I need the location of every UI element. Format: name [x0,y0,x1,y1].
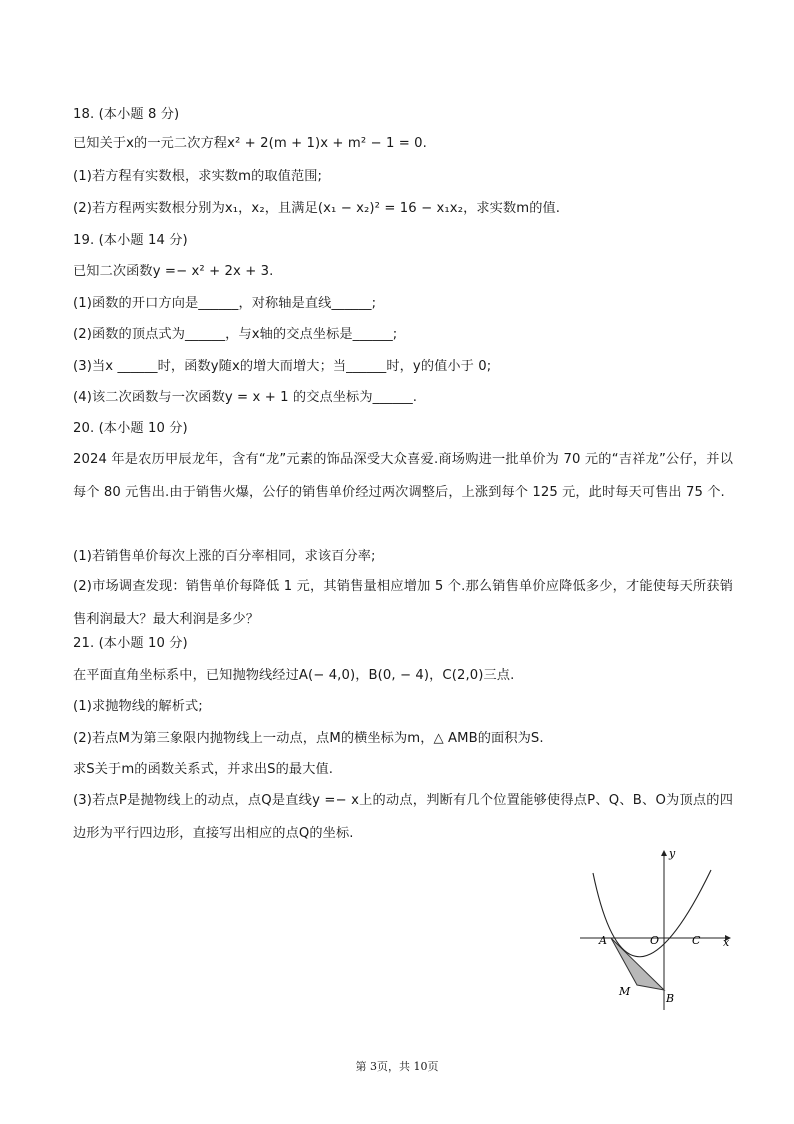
label-o: O [650,934,660,947]
q21-part2a: (2)若点M为第三象限内抛物线上一动点，点M的横坐标为m，△ AMB的面积为S. [73,731,544,746]
q21-stem: 在平面直角坐标系中，已知抛物线经过A(− 4,0)，B(0, − 4)，C(2,0)三点. [73,668,515,683]
q19-part1: (1)函数的开口方向是______，对称轴是直线______; [73,296,377,311]
page-footer: 第 3页，共 10页 [355,1060,439,1073]
q19-stem: 已知二次函数y =− x² + 2x + 3. [73,264,274,279]
label-y: y [669,847,676,860]
q18-part2: (2)若方程两实数根分别为x₁，x₂，且满足(x₁ − x₂)² = 16 − x₁x₂，求实数m的值. [73,201,561,216]
q21-heading: 21. (本小题 10 分) [73,636,188,651]
q18-part1: (1)若方程有实数根，求实数m的取值范围; [73,169,323,184]
q20-heading: 20. (本小题 10 分) [73,421,188,436]
q21-part3: (3)若点P是抛物线上的动点，点Q是直线y =− x上的动点，判断有几个位置能够使得点P、Q、B、O为顶点的四边形为平行四边形，直接写出相应的点Q的坐标. [73,793,733,841]
q18-stem: 已知关于x的一元二次方程x² + 2(m + 1)x + m² − 1 = 0. [73,136,427,151]
q21-part1: (1)求抛物线的解析式; [73,699,203,714]
q18-heading: 18. (本小题 8 分) [73,107,180,122]
q21-part2b: 求S关于m的函数关系式，并求出S的最大值. [73,762,334,777]
label-c: C [692,934,701,947]
q20-stem: 2024 年是农历甲辰龙年，含有“龙”元素的饰品深受大众喜爱.商场购进一批单价为 70 元的“吉祥龙”公仔，并以每个 80 元售出.由于销售火爆，公仔的销售单价经过两次调整后，上涨到每个 125 元，此时每天可售出 75 个. [73,452,733,500]
parabola-figure [575,845,740,1015]
q19-part4: (4)该二次函数与一次函数y = x + 1 的交点坐标为______. [73,390,418,405]
q19-heading: 19. (本小题 14 分) [73,233,188,248]
label-x: x [723,936,730,949]
q20-part1: (1)若销售单价每次上涨的百分率相同，求该百分率; [73,549,376,564]
q20-part2: (2)市场调查发现：销售单价每降低 1 元，其销售量相应增加 5 个.那么销售单价应降低多少，才能使每天所获销售利润最大？最大利润是多少？ [73,579,733,627]
label-m: M [619,985,631,998]
label-b: B [666,992,675,1005]
q19-part2: (2)函数的顶点式为______，与x轴的交点坐标是______; [73,327,398,342]
label-a: A [599,934,607,947]
q19-part3: (3)当x ______时，函数y随x的增大而增大；当______时，y的值小于 0; [73,359,492,374]
